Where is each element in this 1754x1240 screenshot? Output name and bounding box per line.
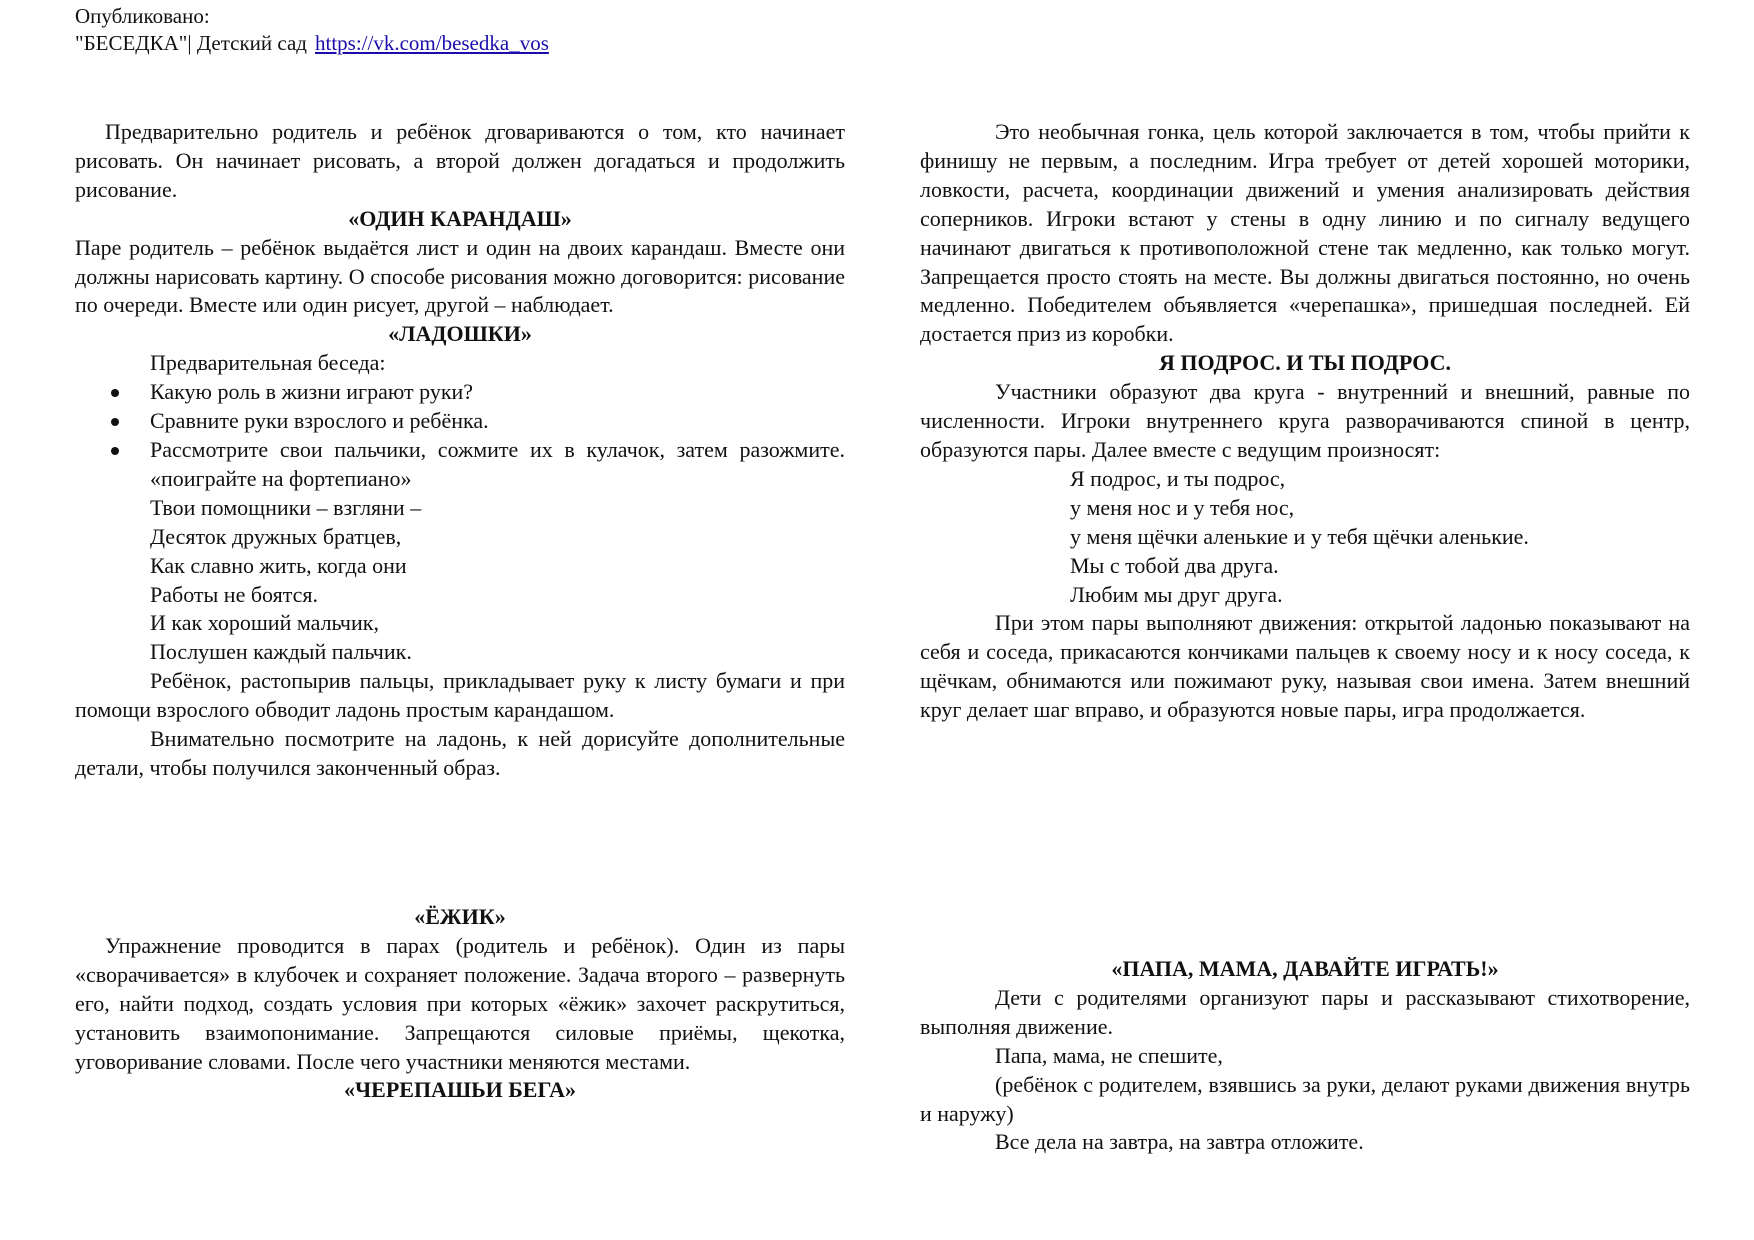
palms-bullets xyxy=(75,378,845,494)
papa-title: «ПАПА, МАМА, ДАВАЙТЕ ИГРАТЬ!» xyxy=(1111,956,1499,981)
bullet-item: Сравните руки взрослого и ребёнка. xyxy=(150,407,845,436)
intro-paragraph: Предварительно родитель и ребёнок дговариваются о том, кто начинает рисовать. Он начинает рисовать, а второй должен догадаться и продолжить рисование. xyxy=(75,119,845,202)
right-column xyxy=(920,118,1690,725)
verse-line: Любим мы друг друга. xyxy=(1070,581,1283,607)
papa-paragraph: Дети с родителями организуют пары и рассказывают стихотворение, выполняя движение. xyxy=(920,984,1690,1039)
papa-line-1: Папа, мама, не спешите, xyxy=(995,1042,1223,1068)
verse-line: Работы не боятся. xyxy=(150,581,318,607)
palms-paragraph-2: Внимательно посмотрите на ладонь, к ней дорисуйте дополнительные детали, чтобы получился законченный образ. xyxy=(75,726,845,780)
grow-paragraph: Участники образуют два круга - внутренний и внешний, равные по численности. Игроки внутреннего круга разворачиваются спиной в центр, образуются пары. Далее вместе с ведущим произносят: xyxy=(920,379,1690,462)
palms-title: «ЛАДОШКИ» xyxy=(388,321,532,347)
published-label: Опубликовано: xyxy=(75,4,210,28)
pencil-paragraph: Паре родитель – ребёнок выдаётся лист и один на двоих карандаш. Вместе они должны нарисовать картину. О способе рисования можно договорится: рисование по очереди. Вместе или один рисует, другой – наблюдает. xyxy=(75,234,845,318)
verse-line: Послушен каждый пальчик. xyxy=(150,639,412,665)
grow-verse xyxy=(920,465,1690,610)
turtle-paragraph: Это необычная гонка, цель которой заключается в том, чтобы прийти к финишу не первым, а последним. Игра требует от детей хорошей моторики, ловкости, расчета, координации движений и умения анализировать действия соперников. Игроки встают у стены в одну линию и по сигналу ведущего начинают двигаться к противоположной стене так медленно, как только могут. Запрещается просто стоять на месте. Вы должны двигаться постоянно, но очень медленно. Победителем объявляется «черепашка», пришедшая последней. Ей достается приз из коробки. xyxy=(920,119,1690,347)
bullet-item: Какую роль в жизни играют руки? xyxy=(150,378,845,407)
verse-line: Твои помощники – взгляни – xyxy=(150,494,422,520)
palms-lead: Предварительная беседа: xyxy=(150,350,386,376)
turtle-title: «ЧЕРЕПАШЬИ БЕГА» xyxy=(344,1077,576,1103)
verse-line: у меня щёчки аленькие и у тебя щёчки аленькие. xyxy=(1070,523,1529,549)
verse-line: Мы с тобой два друга. xyxy=(1070,552,1279,578)
source-line xyxy=(75,30,549,57)
verse-line: Как славно жить, когда они xyxy=(150,552,407,578)
left-column-bottom xyxy=(75,903,845,1105)
right-column-bottom xyxy=(920,955,1690,1157)
page-header xyxy=(75,3,549,57)
pencil-title: «ОДИН КАРАНДАШ» xyxy=(348,205,572,231)
verse-line: у меня нос и у тебя нос, xyxy=(1070,494,1295,520)
hedgehog-paragraph: Упражнение проводится в парах (родитель и ребёнок). Один из пары «сворачивается» в клубочек и сохраняет положение. Задача второго – развернуть его, найти подход, создать условия при которых «ёжик» захочет раскрутиться, установить взаимопонимание. Запрещаются силовые приёмы, щекотка, уговоривание словами. После чего участники меняются местами. xyxy=(75,932,845,1074)
left-column xyxy=(75,118,845,783)
palms-paragraph-1: Ребёнок, растопырив пальцы, прикладывает руку к листу бумаги и при помощи взрослого обводит ладонь простым карандашом. xyxy=(75,668,845,723)
verse-line: Десяток дружных братцев, xyxy=(150,523,402,549)
verse-line: Я подрос, и ты подрос, xyxy=(1070,465,1286,491)
papa-line-3: Все дела на завтра, на завтра отложите. xyxy=(995,1129,1364,1155)
grow-title: Я ПОДРОС. И ТЫ ПОДРОС. xyxy=(1159,350,1451,376)
bullet-item: Рассмотрите свои пальчики, сожмите их в кулачок, затем разожмите. «поиграйте на фортепиано» xyxy=(150,436,845,494)
source-link[interactable]: https://vk.com/besedka_vos xyxy=(314,31,549,55)
papa-line-2: (ребёнок с родителем, взявшись за руки, делают руками движения внутрь и наружу) xyxy=(920,1071,1690,1126)
palms-verse xyxy=(75,494,845,667)
verse-line: И как хороший мальчик, xyxy=(150,610,379,636)
source-name: "БЕСЕДКА"| Детский сад xyxy=(75,31,307,55)
grow-paragraph-2: При этом пары выполняют движения: открытой ладонью показывают на себя и соседа, прикасаются кончиками пальцев к своему носу и к носу соседа, к щёчкам, обнимаются или пожимают руку, называя свои имена. Затем внешний круг делает шаг вправо, и образуются новые пары, игра продолжается. xyxy=(920,610,1690,723)
hedgehog-title: «ЁЖИК» xyxy=(414,904,506,929)
